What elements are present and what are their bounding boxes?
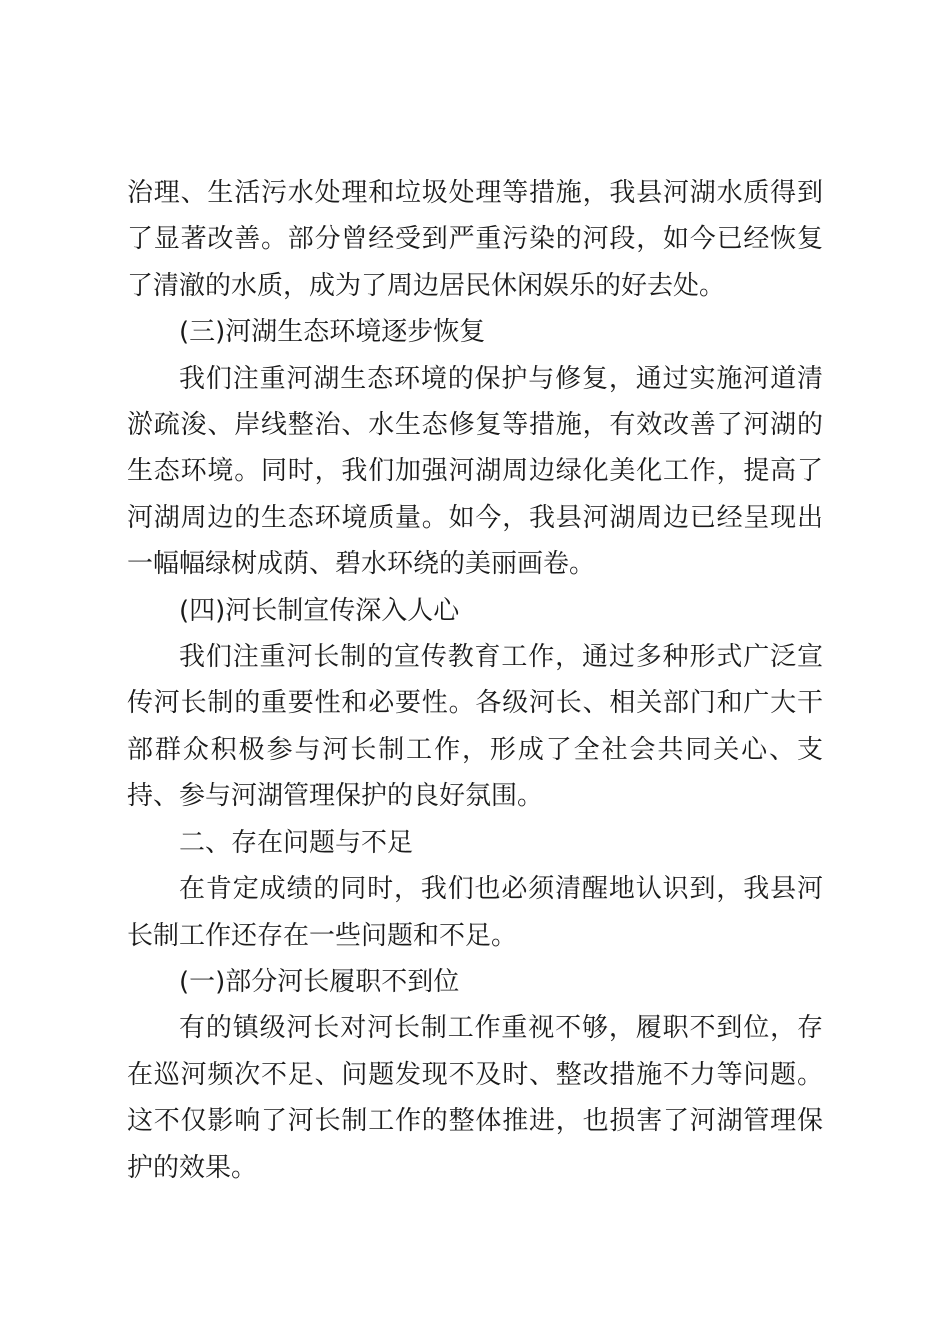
body-paragraph-ecology: 我们注重河湖生态环境的保护与修复，通过实施河道清淤疏浚、岸线整治、水生态修复等措施，有效改善了河湖的生态环境。同时，我们加强河湖周边绿化美化工作，提高了河湖周边的生态环境质量。如今，我县河湖周边已经呈现出一幅幅绿树成荫、碧水环绕的美丽画卷。 (127, 363, 823, 580)
body-paragraph-problems-intro: 在肯定成绩的同时，我们也必须清醒地认识到，我县河长制工作还存在一些问题和不足。 (127, 874, 823, 951)
body-paragraph-duty: 有的镇级河长对河长制工作重视不够，履职不到位，存在巡河频次不足、问题发现不及时、整改措施不力等问题。这不仅影响了河长制工作的整体推进，也损害了河湖管理保护的效果。 (127, 1013, 823, 1183)
section-heading-3: (三)河湖生态环境逐步恢复 (179, 317, 486, 348)
document-body (127, 170, 823, 1191)
body-paragraph-publicity: 我们注重河长制的宣传教育工作，通过多种形式广泛宣传河长制的重要性和必要性。各级河长、相关部门和广大干部群众积极参与河长制工作，形成了全社会共同关心、支持、参与河湖管理保护的良好氛围。 (127, 642, 823, 812)
section-heading-1: (一)部分河长履职不到位 (179, 966, 460, 997)
chapter-heading-2: 二、存在问题与不足 (179, 827, 414, 858)
section-heading-4: (四)河长制宣传深入人心 (179, 595, 460, 626)
body-paragraph-continued: 治理、生活污水处理和垃圾处理等措施，我县河湖水质得到了显著改善。部分曾经受到严重污染的河段，如今已经恢复了清澈的水质，成为了周边居民休闲娱乐的好去处。 (127, 178, 823, 301)
